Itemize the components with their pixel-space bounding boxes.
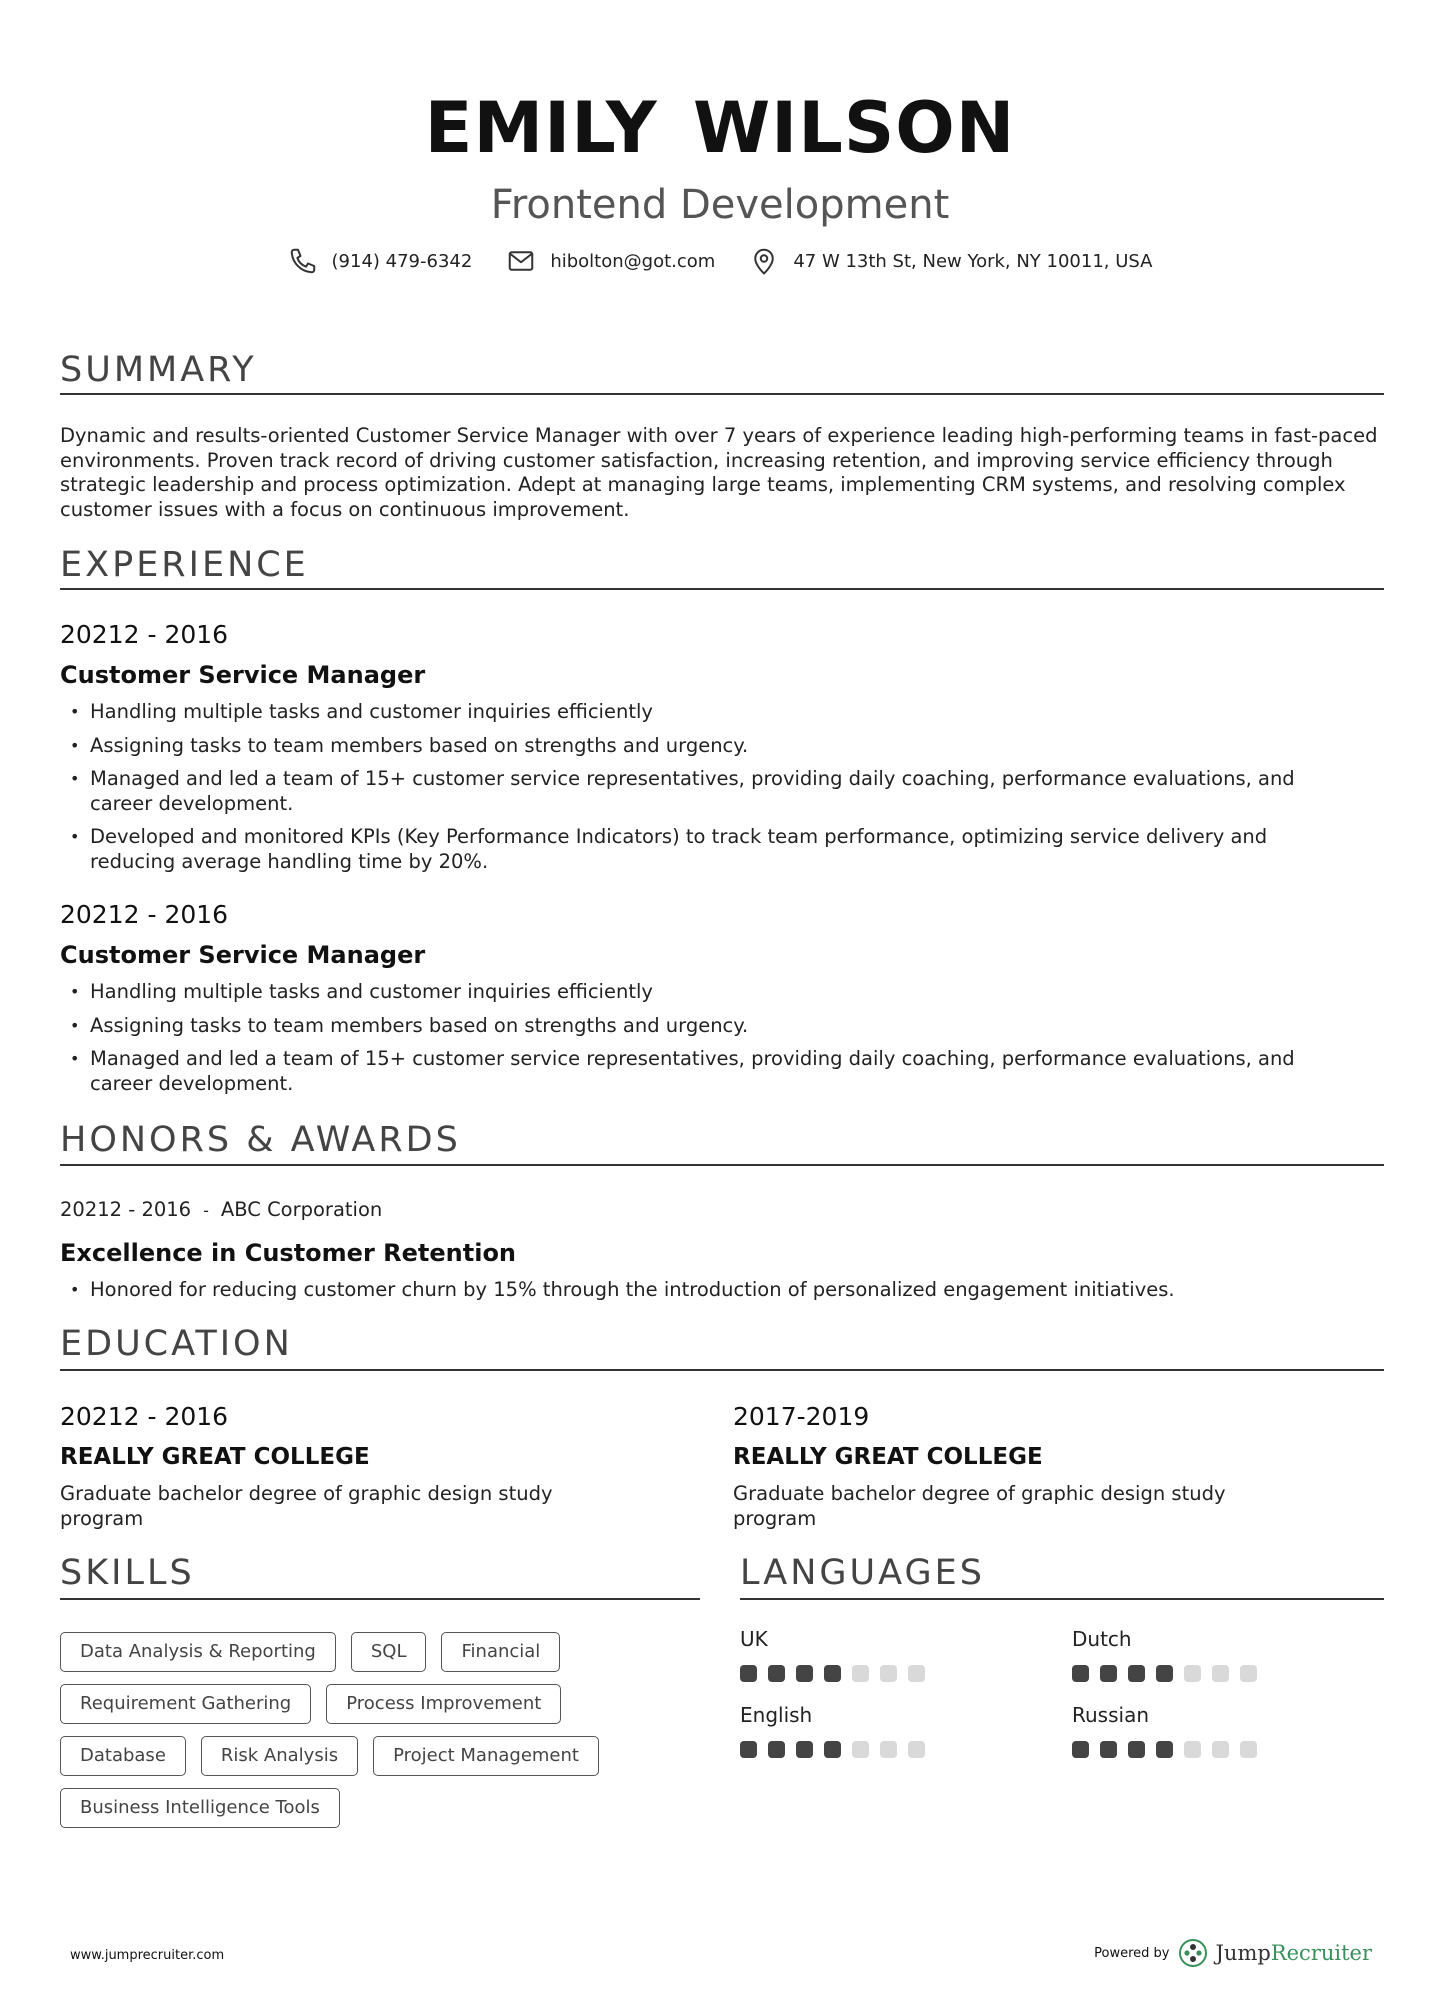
language-item [740,1627,925,1682]
education-divider [60,1369,1384,1371]
level-dot-filled [1072,1741,1089,1758]
experience-heading: EXPERIENCE [60,545,309,585]
skill-tag: Business Intelligence Tools [60,1788,340,1828]
skill-tag: SQL [351,1632,427,1672]
job-title: Customer Service Manager [60,661,426,689]
education-description: Graduate bachelor degree of graphic design study program [733,1482,1226,1530]
skill-tag: Process Improvement [326,1684,561,1724]
job-bullets [60,700,1350,883]
language-name: Dutch [1072,1627,1132,1651]
list-item: • Developed and monitored KPIs (Key Performance Indicators) to track team performance, optimizing service delivery and reducing average handling time by 20%. [60,825,1350,874]
level-dot-filled [768,1665,785,1682]
education-description: Graduate bachelor degree of graphic design study program [60,1482,553,1530]
award-date: 20212 - 2016 [60,1198,192,1221]
list-item: • Assigning tasks to team members based on strengths and urgency. [60,1014,1350,1039]
skill-tag: Database [60,1736,186,1776]
level-dot-filled [796,1665,813,1682]
job-bullets [60,980,1350,1105]
skills-divider [60,1598,700,1600]
contact-email [506,246,715,276]
education-item [733,1400,1293,1531]
skill-tag: Financial [441,1632,560,1672]
award-name: Excellence in Customer Retention [60,1239,517,1267]
level-dot-filled [1100,1665,1117,1682]
award-bullets [60,1278,1350,1312]
contact-row [0,246,1440,276]
job-date: 20212 - 2016 [60,900,229,929]
level-dot-empty [1212,1665,1229,1682]
contact-phone [288,246,473,276]
education-item [60,1400,620,1531]
skill-tag: Data Analysis & Reporting [60,1632,336,1672]
level-dot-filled [1072,1665,1089,1682]
language-name: UK [740,1627,768,1651]
candidate-role: Frontend Development [490,182,950,228]
level-dot-filled [824,1741,841,1758]
awards-heading: HONORS & AWARDS [60,1120,461,1160]
list-item: • Handling multiple tasks and customer inquiries efficiently [60,980,1350,1005]
list-item: • Managed and led a team of 15+ customer service representatives, providing daily coaching, performance evaluations, and career development. [60,767,1350,816]
powered-by [1094,1938,1372,1968]
summary-divider [60,393,1384,395]
experience-divider [60,588,1384,590]
level-dot-empty [1212,1741,1229,1758]
phone-text: (914) 479-6342 [331,250,473,272]
level-dot-filled [740,1741,757,1758]
footer-url[interactable]: www.jumprecruiter.com [70,1948,225,1963]
level-dot-empty [908,1665,925,1682]
skill-tag: Requirement Gathering [60,1684,311,1724]
language-item [1072,1703,1257,1758]
skills-heading: SKILLS [60,1553,195,1593]
level-dot-empty [1184,1741,1201,1758]
job-title: Customer Service Manager [60,941,426,969]
languages-divider [740,1598,1384,1600]
list-item: • Honored for reducing customer churn by 15% through the introduction of personalized engagement initiatives. [60,1278,1350,1303]
language-item [1072,1627,1257,1682]
candidate-name: EMILY WILSON [424,87,1016,169]
level-dot-empty [1240,1741,1257,1758]
level-dot-empty [852,1665,869,1682]
list-item: • Assigning tasks to team members based on strengths and urgency. [60,734,1350,759]
list-item: • Managed and led a team of 15+ customer service representatives, providing daily coaching, performance evaluations, and career development. [60,1047,1350,1096]
language-name: English [740,1703,813,1727]
language-level [1072,1665,1257,1682]
summary-text: Dynamic and results-oriented Customer Service Manager with over 7 years of experience leading high-performing teams in fast-paced environments. Proven track record of driving customer satisfaction, increasing retention, and improving service efficiency through strategic leadership and process optimization. Adept at managing large teams, implementing CRM systems, and resolving complex customer issues with a focus on continuous improvement. [60,424,1378,521]
level-dot-filled [1100,1741,1117,1758]
level-dot-empty [852,1741,869,1758]
mail-icon [506,246,536,276]
language-item [740,1703,925,1758]
award-separator: - [203,1201,209,1220]
award-meta [60,1198,382,1221]
email-text: hibolton@got.com [550,250,716,272]
resume-header [0,88,1440,276]
level-dot-filled [1128,1665,1145,1682]
languages-heading: LANGUAGES [740,1553,985,1593]
level-dot-empty [880,1665,897,1682]
education-school: REALLY GREAT COLLEGE [60,1444,370,1470]
level-dot-filled [740,1665,757,1682]
level-dot-empty [908,1741,925,1758]
education-school: REALLY GREAT COLLEGE [733,1444,1043,1470]
award-org: ABC Corporation [220,1198,383,1221]
address-text: 47 W 13th St, New York, NY 10011, USA [793,250,1153,272]
awards-divider [60,1164,1384,1166]
job-date: 20212 - 2016 [60,620,229,649]
language-name: Russian [1072,1703,1150,1727]
skills-list [60,1632,700,1828]
level-dot-filled [796,1741,813,1758]
brand-name: JumpRecruiter [1215,1941,1372,1965]
level-dot-filled [768,1741,785,1758]
jumprecruiter-logo-icon [1178,1938,1208,1968]
level-dot-empty [1184,1665,1201,1682]
level-dot-filled [1128,1741,1145,1758]
level-dot-filled [1156,1665,1173,1682]
phone-icon [288,246,318,276]
powered-by-label: Powered by [1094,1945,1170,1961]
language-level [1072,1741,1257,1758]
language-level [740,1741,925,1758]
level-dot-empty [880,1741,897,1758]
location-pin-icon [749,246,779,276]
level-dot-filled [1156,1741,1173,1758]
level-dot-filled [824,1665,841,1682]
skill-tag: Risk Analysis [201,1736,358,1776]
language-level [740,1665,925,1682]
education-heading: EDUCATION [60,1324,293,1364]
summary-heading: SUMMARY [60,350,257,390]
education-date: 20212 - 2016 [60,1402,229,1431]
skill-tag: Project Management [373,1736,599,1776]
education-date: 2017-2019 [733,1402,870,1431]
contact-address [749,246,1152,276]
list-item: • Handling multiple tasks and customer inquiries efficiently [60,700,1350,725]
level-dot-empty [1240,1665,1257,1682]
